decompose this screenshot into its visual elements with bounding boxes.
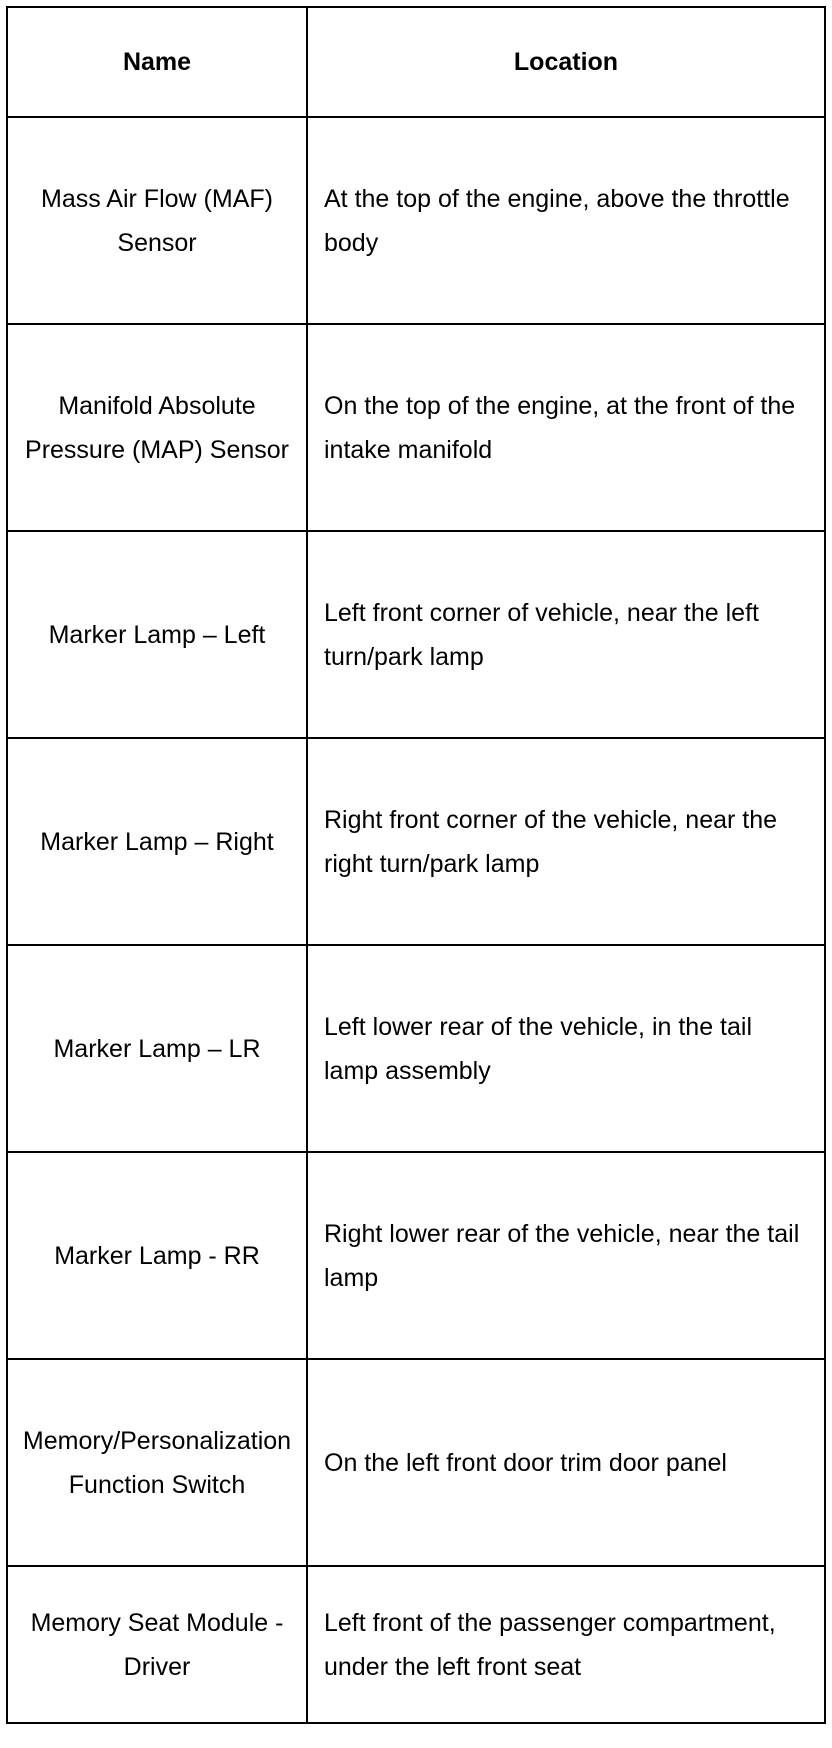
component-location: Right front corner of the vehicle, near the right turn/park lamp	[307, 738, 825, 945]
header-name: Name	[7, 7, 307, 117]
component-location: Left lower rear of the vehicle, in the tail lamp assembly	[307, 945, 825, 1152]
component-location: Left front of the passenger compartment, under the left front seat	[307, 1566, 825, 1723]
table-row	[7, 738, 825, 945]
table-row	[7, 945, 825, 1152]
component-location-table	[6, 6, 826, 1724]
component-name: Manifold Absolute Pressure (MAP) Sensor	[7, 324, 307, 531]
table-header-row	[7, 7, 825, 117]
component-name: Marker Lamp – Left	[7, 531, 307, 738]
table-row	[7, 324, 825, 531]
table-row	[7, 531, 825, 738]
table-row	[7, 1566, 825, 1723]
component-name: Marker Lamp – Right	[7, 738, 307, 945]
component-location: On the left front door trim door panel	[307, 1359, 825, 1566]
header-location: Location	[307, 7, 825, 117]
table-row	[7, 1359, 825, 1566]
component-name: Memory Seat Module - Driver	[7, 1566, 307, 1723]
table-row	[7, 117, 825, 324]
table-row	[7, 1152, 825, 1359]
component-location: At the top of the engine, above the throttle body	[307, 117, 825, 324]
component-location: On the top of the engine, at the front of the intake manifold	[307, 324, 825, 531]
component-name: Marker Lamp – LR	[7, 945, 307, 1152]
component-name: Marker Lamp - RR	[7, 1152, 307, 1359]
component-name: Memory/Personalization Function Switch	[7, 1359, 307, 1566]
component-location: Left front corner of vehicle, near the left turn/park lamp	[307, 531, 825, 738]
component-location: Right lower rear of the vehicle, near the tail lamp	[307, 1152, 825, 1359]
component-name: Mass Air Flow (MAF) Sensor	[7, 117, 307, 324]
